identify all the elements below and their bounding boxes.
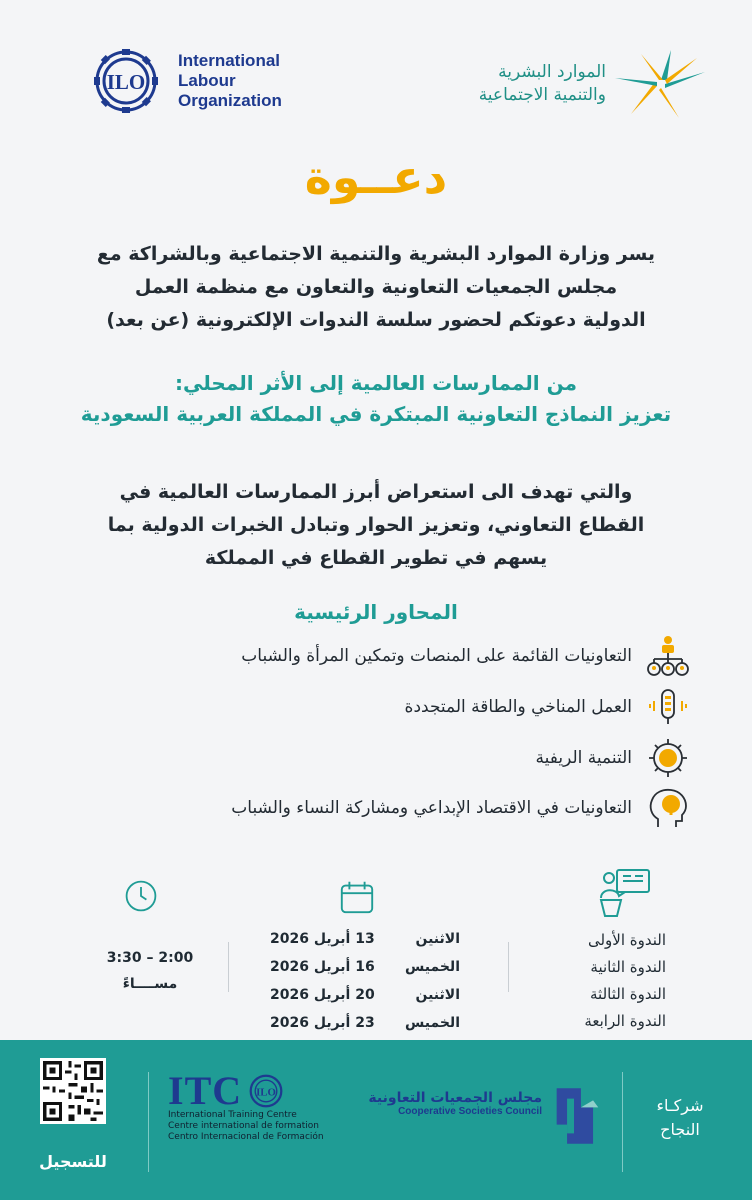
partners-label: شركـاء النجاح (656, 1096, 704, 1139)
itc-name: ITC (168, 1068, 243, 1113)
footer (0, 1040, 752, 1200)
ilo-emblem-icon (82, 48, 170, 114)
clock-icon (123, 878, 159, 914)
ilo-emblem-small-icon (248, 1073, 284, 1109)
axis-item: التعاونيات في الاقتصاد الإبداعي ومشاركة النساء والشباب (231, 784, 692, 832)
session-item: الندوة الثانية (590, 958, 666, 976)
time-period: مســــاءً (122, 976, 178, 992)
divider (148, 1072, 149, 1172)
time-range: 3:30 – 2:00 (106, 950, 194, 966)
date-row: الخميس 16 أبريل 2026 (270, 959, 460, 975)
session-list (584, 927, 666, 1035)
csc-name-ar: مجلس الجمعيات التعاونية (368, 1090, 542, 1106)
registration-qr-code[interactable] (40, 1058, 106, 1124)
axis-item: التنمية الريفية (536, 734, 693, 782)
qr-code-icon (40, 1058, 106, 1124)
series-subtitle: من الممارسات العالمية إلى الأثر المحلي: تعزيز النماذج التعاونية المبتكرة في المملكة العربية السعودية (80, 371, 672, 426)
axis-item: العمل المناخي والطاقة المتجددة (405, 683, 692, 731)
people-network-icon (644, 632, 692, 680)
csc-name-en: Cooperative Societies Council (398, 1106, 542, 1117)
csc-logo-text (362, 1090, 542, 1117)
presenter-icon (597, 866, 653, 918)
session-item: الندوة الرابعة (584, 1012, 666, 1030)
axis-item: التعاونيات القائمة على المنصات وتمكين المرأة والشباب (241, 632, 692, 680)
ilo-logo (82, 48, 282, 114)
header-logos (0, 40, 752, 120)
date-row: الاثنين 13 أبريل 2026 (270, 931, 460, 947)
itc-logo: ITC ILO International Training Centre Centre international de formation Centro Internacional de Formación (168, 1068, 324, 1142)
ministry-logo (479, 48, 710, 120)
intro-paragraph: يسر وزارة الموارد البشرية والتنمية الاجتماعية وبالشراكة مع مجلس الجمعيات التعاونية والتعاون مع منظمة العمل الدولية دعوتكم لحضور سلسة الندوات الإلكترونية (عن بعد) (96, 243, 656, 331)
divider (622, 1072, 623, 1172)
ministry-name: الموارد البشرية والتنمية الاجتماعية (478, 62, 606, 105)
csc-emblem-icon (548, 1080, 600, 1152)
ilo-emblem-text: ILO (106, 70, 146, 94)
goal-paragraph: والتي تهدف الى استعراض أبرز الممارسات العالمية في القطاع التعاوني، وتعزيز الحوار وتبادل الخبرات الدولية بما يسهم في تطوير القطاع في المملكة (107, 481, 645, 569)
gear-icon (644, 734, 692, 782)
session-item: الندوة الأولى (587, 931, 666, 949)
date-row: الاثنين 20 أبريل 2026 (270, 987, 460, 1003)
divider (508, 942, 509, 992)
ilo-name: International Labour Organization (178, 51, 282, 110)
microphone-icon (644, 683, 692, 731)
page-title: دعــوة (304, 150, 448, 204)
ministry-star-icon (612, 48, 710, 120)
session-item: الندوة الثالثة (590, 985, 666, 1003)
divider (228, 942, 229, 992)
calendar-icon (338, 878, 376, 916)
date-list (270, 925, 460, 1037)
brain-head-icon (644, 784, 692, 832)
ilo-emblem-small-text: ILO (256, 1086, 277, 1099)
register-label[interactable]: للتسجيل (39, 1152, 107, 1171)
date-row: الخميس 23 أبريل 2026 (270, 1015, 460, 1031)
time-info (100, 945, 200, 997)
axes-title: المحاور الرئيسية (294, 600, 458, 624)
